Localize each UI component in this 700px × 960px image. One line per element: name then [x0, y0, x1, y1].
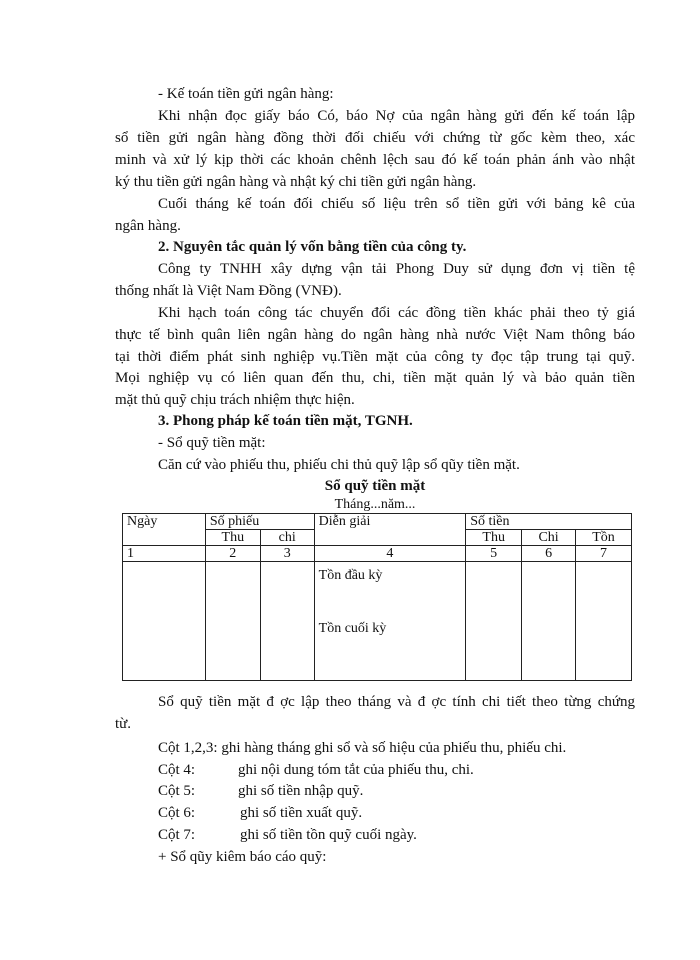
col-number-4: 4 — [314, 546, 466, 562]
section2-para1-line2: thống nhất là Việt Nam Đồng (VNĐ). — [115, 283, 342, 299]
header-thu2: Thu — [466, 530, 522, 546]
ledger-subtitle: Tháng...năm... — [334, 497, 416, 512]
header-ton: Tồn — [576, 530, 632, 546]
section2-heading: 2. Nguyên tắc quản lý vốn bằng tiền của công ty. — [158, 239, 467, 255]
body-cell-1 — [123, 562, 206, 681]
col-number-6: 6 — [522, 546, 576, 562]
section3-heading: 3. Phong pháp kế toán tiền mặt, TGNH. — [158, 413, 413, 429]
col-desc-2 — [158, 762, 678, 779]
col-desc-2-text: ghi nội dung tóm tắt của phiếu thu, chi. — [238, 762, 474, 778]
col-desc-1 — [158, 740, 678, 757]
body-cell-5 — [466, 562, 522, 681]
body-cell-6 — [522, 562, 576, 681]
col-desc-5-text: ghi số tiền tồn quỹ cuối ngày. — [240, 827, 417, 843]
bank-para1-line3: minh và xử lý kịp thời các khoản chênh lệch sau đó kế toán phản ánh vào nhật — [115, 152, 635, 168]
header-so-tien: Số tiền — [466, 514, 632, 530]
col-desc-4 — [158, 805, 678, 822]
header-thu: Thu — [205, 530, 260, 546]
bank-para1-line2: sổ tiền gửi ngân hàng đồng thời đối chiếu với chứng từ gốc kèm theo, xác — [115, 130, 635, 146]
col-desc-1-text: ghi hàng tháng ghi sổ và số hiệu của phiếu thu, phiếu chi. — [221, 740, 567, 756]
ledger-body-row — [123, 562, 632, 681]
body-cell-3 — [260, 562, 314, 681]
col-desc-2-label: Cột 4: — [158, 762, 196, 778]
bank-para1-line1: Khi nhận đọc giấy báo Có, báo Nợ của ngân hàng gửi đến kế toán lập — [158, 108, 635, 124]
header-chi2: Chi — [522, 530, 576, 546]
bank-para1-line4: ký thu tiền gửi ngân hàng và nhật ký chi tiền gửi ngân hàng. — [115, 174, 477, 190]
row-closing-balance: Tồn cuối kỳ — [318, 621, 387, 636]
header-ngay: Ngày — [123, 514, 206, 546]
bank-para2-line2: ngân hàng. — [115, 218, 181, 234]
section3-intro: Căn cứ vào phiếu thu, phiếu chi thủ quỹ lập sổ qũy tiền mặt. — [158, 457, 520, 473]
header-dien-giai: Diễn giải — [314, 514, 466, 546]
ledger-number-row — [123, 546, 632, 562]
col-desc-3-text: ghi số tiền nhập quỹ. — [238, 783, 364, 799]
last-line: + Sổ qũy kiêm báo cáo quỹ: — [158, 849, 327, 865]
section2-para1-line1: Công ty TNHH xây dựng vận tải Phong Duy sử dụng đơn vị tiền tệ — [158, 261, 635, 277]
bank-heading: - Kế toán tiền gửi ngân hàng: — [158, 86, 334, 102]
cash-ledger-table — [122, 513, 632, 681]
after-para-line2: từ. — [115, 716, 132, 732]
ledger-header-row1 — [123, 514, 632, 530]
body-cell-2 — [205, 562, 260, 681]
col-number-7: 7 — [576, 546, 632, 562]
col-desc-3-label: Cột 5: — [158, 783, 196, 799]
body-cell-7 — [576, 562, 632, 681]
section3-sub: - Sổ quỹ tiền mặt: — [158, 435, 266, 451]
header-so-phieu: Số phiếu — [205, 514, 314, 530]
section2-para2-line5: mặt thủ quỹ chịu trách nhiệm thực hiện. — [115, 392, 355, 408]
col-number-1: 1 — [123, 546, 206, 562]
col-desc-5-label: Cột 7: — [158, 827, 196, 843]
col-number-3: 3 — [260, 546, 314, 562]
section2-para2-line1: Khi hạch toán công tác chuyển đổi các đồng tiền khác phải theo tỷ giá — [158, 305, 635, 321]
col-number-2: 2 — [205, 546, 260, 562]
section2-para2-line4: Mọi nghiệp vụ có liên quan đến thu, chi, tiền mặt quản lý và bảo quản tiền — [115, 370, 635, 386]
col-desc-1-label: Cột 1,2,3: — [158, 740, 218, 756]
col-number-5: 5 — [466, 546, 522, 562]
col-desc-4-label: Cột 6: — [158, 805, 196, 821]
section2-para2-line3: tại thời điểm phát sinh nghiệp vụ.Tiền mặt của công ty đọc tập trung tại quỹ. — [115, 349, 635, 365]
col-desc-4-text: ghi số tiền xuất quỹ. — [240, 805, 363, 821]
body-cell-4 — [314, 562, 466, 681]
bank-para2-line1: Cuối tháng kế toán đối chiếu số liệu trên sổ tiền gửi với bảng kê của — [158, 196, 635, 212]
col-desc-3 — [158, 783, 678, 800]
ledger-title: Sổ quỹ tiền mặt — [324, 478, 426, 494]
section2-para2-line2: thực tế bình quân liên ngân hàng do ngân hàng nhà nước Việt Nam thông báo — [115, 327, 635, 343]
col-desc-5 — [158, 827, 678, 844]
header-chi: chi — [260, 530, 314, 546]
row-opening-balance: Tồn đầu kỳ — [318, 568, 383, 583]
after-para-line1: Sổ quỹ tiền mặt đ ợc lập theo tháng và đ ợc tính chi tiết theo từng chứng — [158, 694, 635, 710]
